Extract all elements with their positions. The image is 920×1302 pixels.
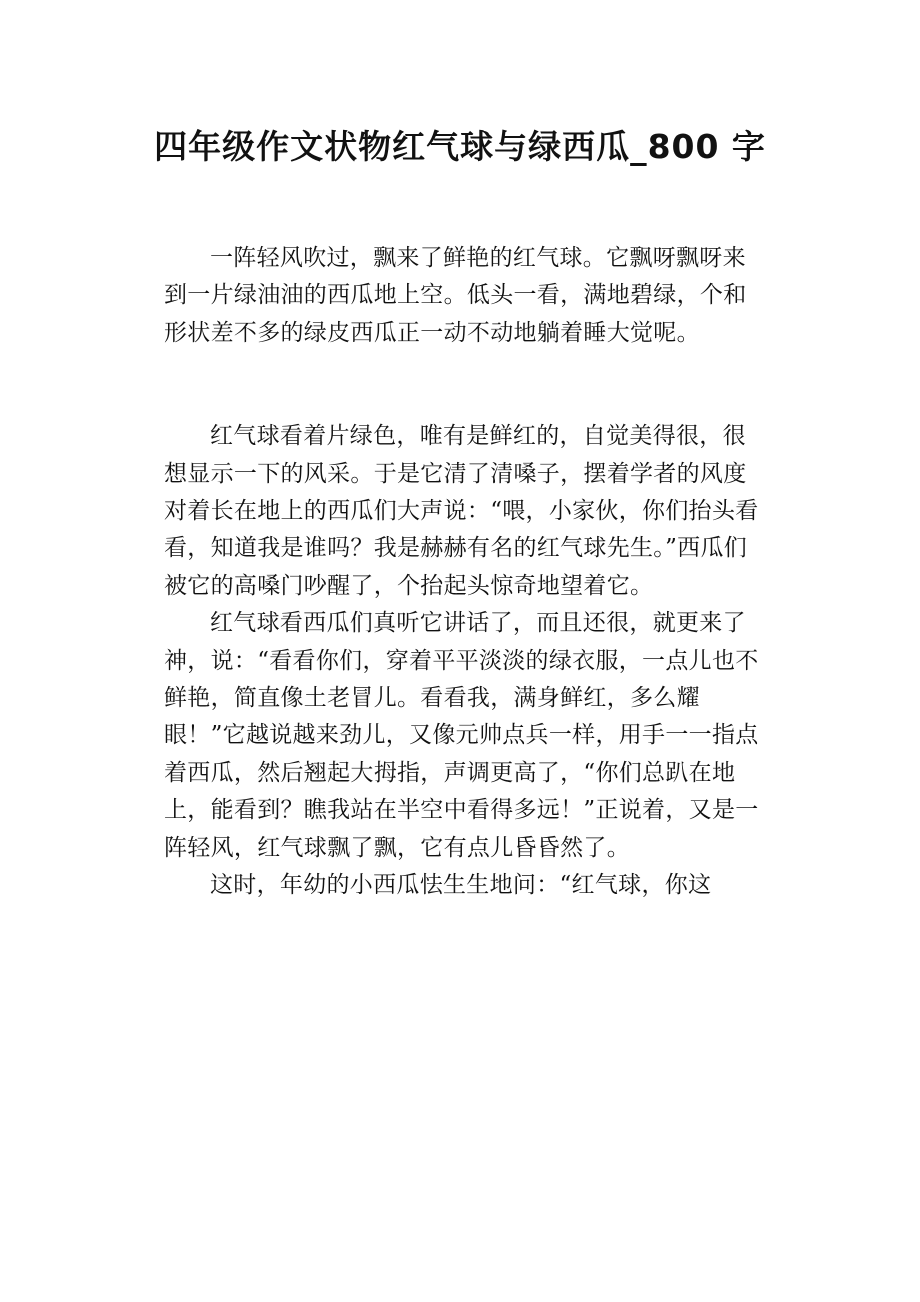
document-title: 四年级作文状物红气球与绿西瓜_800 字 (154, 127, 766, 166)
paragraph-3: 红气球看西瓜们真听它讲话了，而且还很，就更来了神，说：“看看你们，穿着平平淡淡的绿衣服，一点儿也不鲜艳，简直像土老冒儿。看看我，满身鲜红，多么耀眼！”它越说越来劲儿，又像元帅点兵一样，用手一一指点着西瓜，然后翘起大拇指，声调更高了，“你们总趴在地上，能看到？瞧我站在半空中看得多远！”正说着，又是一阵轻风，红气球飘了飘，它有点儿昏昏然了。 (164, 610, 759, 861)
paragraph-1: 一阵轻风吹过，飘来了鲜艳的红气球。它飘呀飘呀来到一片绿油油的西瓜地上空。低头一看，满地碧绿，个和形状差不多的绿皮西瓜正一动不动地躺着睡大觉呢。 (164, 245, 747, 346)
paragraph-2: 红气球看着片绿色，唯有是鲜红的，自觉美得很，很想显示一下的风采。于是它清了清嗓子，摆着学者的风度对着长在地上的西瓜们大声说：“喂，小家伙，你们抬头看看，知道我是谁吗？我是赫赫有名的红气球先生。”西瓜们被它的高嗓门吵醒了，个抬起头惊奇地望着它。 (164, 423, 759, 599)
document-body (164, 240, 766, 905)
paragraph-spacer (164, 352, 766, 418)
paragraph-4: 这时，年幼的小西瓜怯生生地问：“红气球，你这 (210, 872, 712, 899)
